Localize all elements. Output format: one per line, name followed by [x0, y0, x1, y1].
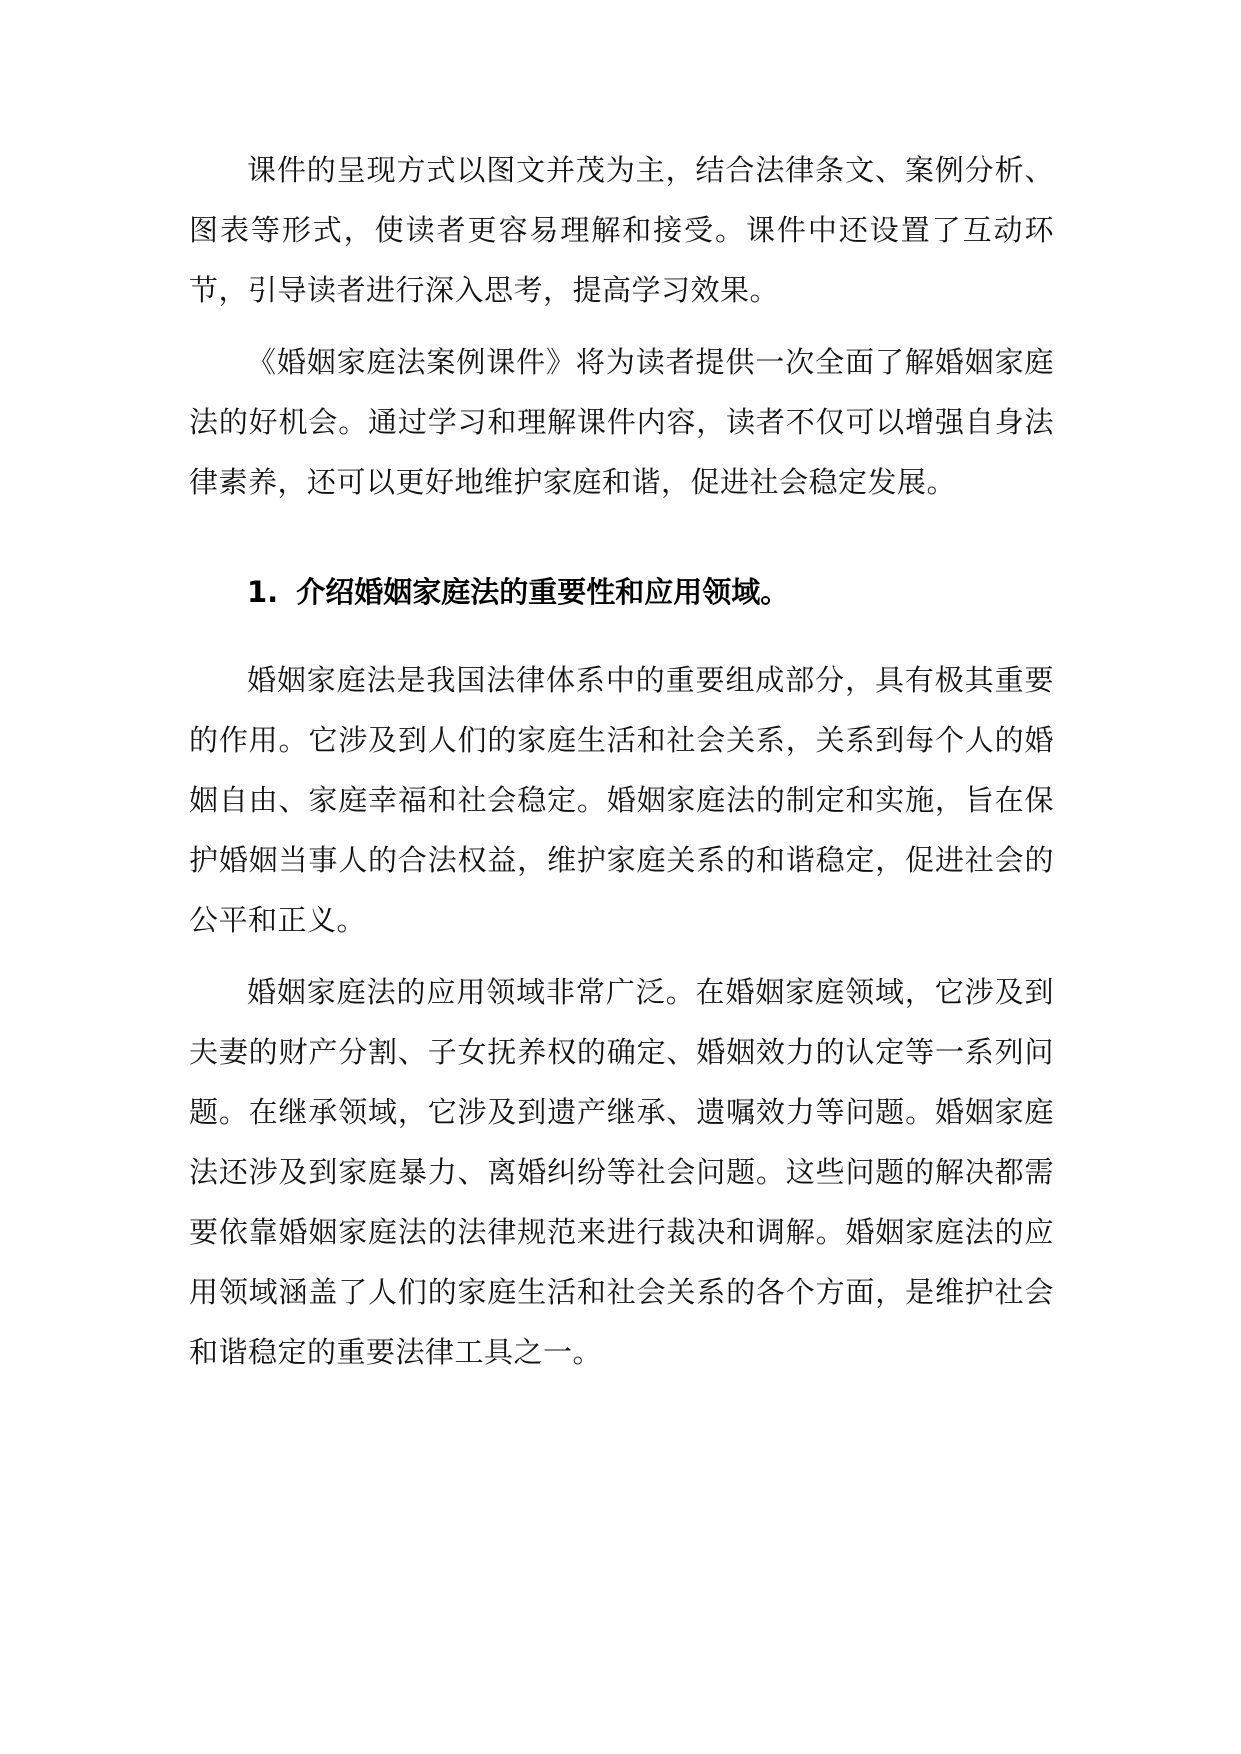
section-title: 介绍婚姻家庭法的重要性和应用领域。 — [296, 575, 790, 609]
intro-paragraph-1: 课件的呈现方式以图文并茂为主，结合法律条文、案例分析、图表等形式，使读者更容易理解和接受。课件中还设置了互动环节，引导读者进行深入思考，提高学习效果。 — [189, 153, 1054, 307]
section-number: 1. — [247, 575, 279, 609]
intro-paragraph-2: 《婚姻家庭法案例课件》将为读者提供一次全面了解婚姻家庭法的好机会。通过学习和理解课件内容，读者不仅可以增强自身法律素养，还可以更好地维护家庭和谐，促进社会稳定发展。 — [189, 345, 1054, 499]
section-paragraph-2: 婚姻家庭法的应用领域非常广泛。在婚姻家庭领域，它涉及到夫妻的财产分割、子女抚养权的确定、婚姻效力的认定等一系列问题。在继承领域，它涉及到遗产继承、遗嘱效力等问题。婚姻家庭法还涉及到家庭暴力、离婚纠纷等社会问题。这些问题的解决都需要依靠婚姻家庭法的法律规范来进行裁决和调解。婚姻家庭法的应用领域涵盖了人们的家庭生活和社会关系的各个方面，是维护社会和谐稳定的重要法律工具之一。 — [189, 975, 1054, 1369]
section-paragraph-1: 婚姻家庭法是我国法律体系中的重要组成部分，具有极其重要的作用。它涉及到人们的家庭生活和社会关系，关系到每个人的婚姻自由、家庭幸福和社会稳定。婚姻家庭法的制定和实施，旨在保护婚姻当事人的合法权益，维护家庭关系的和谐稳定，促进社会的公平和正义。 — [189, 663, 1054, 937]
section-heading — [189, 562, 1054, 622]
document-body — [189, 140, 1054, 1394]
